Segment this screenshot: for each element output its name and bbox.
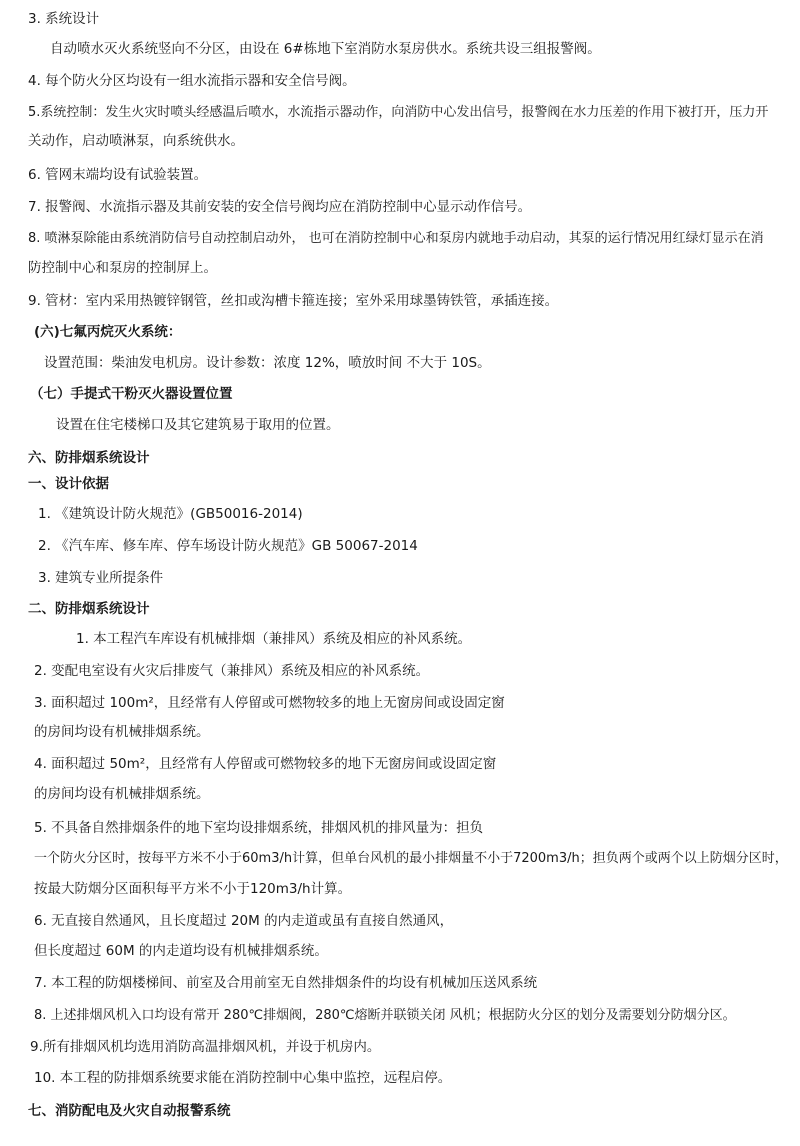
section-heading: 一、设计依据 bbox=[28, 476, 109, 492]
text-line: 4. 每个防火分区均设有一组水流指示器和安全信号阀。 bbox=[28, 73, 356, 89]
text-line: 的房间均设有机械排烟系统。 bbox=[34, 724, 210, 740]
section-heading: （七）手提式干粉灭火器设置位置 bbox=[30, 386, 233, 402]
section-heading: 七、消防配电及火灾自动报警系统 bbox=[28, 1103, 231, 1119]
text-line: 1. 《建筑设计防火规范》(GB50016-2014) bbox=[38, 506, 303, 522]
text-line: 关动作，启动喷淋泵，向系统供水。 bbox=[28, 133, 244, 149]
text-line: 6. 无直接自然通风，且长度超过 20M 的内走道或虽有直接自然通风， bbox=[34, 913, 454, 929]
text-line: 5. 不具备自然排烟条件的地下室均设排烟系统，排烟风机的排风量为：担负 bbox=[34, 820, 484, 836]
text-line: 3. 建筑专业所提条件 bbox=[38, 570, 164, 586]
text-line: 4. 面积超过 50m²，且经常有人停留或可燃物较多的地下无窗房间或设固定窗 bbox=[34, 756, 497, 772]
text-line: 5.系统控制：发生火灾时喷头经感温后喷水，水流指示器动作，向消防中心发出信号，报警阀在水力压差的作用下被打开，压力开 bbox=[28, 105, 769, 120]
text-line: 9.所有排烟风机均选用消防高温排烟风机，并设于机房内。 bbox=[30, 1039, 381, 1055]
section-heading: 二、防排烟系统设计 bbox=[28, 601, 150, 617]
text-line: 1. 本工程汽车库设有机械排烟（兼排风）系统及相应的补风系统。 bbox=[76, 631, 472, 647]
text-line: 防控制中心和泵房的控制屏上。 bbox=[28, 260, 217, 276]
text-line: 一个防火分区时，按每平方米不小于60m3/h计算，但单台风机的最小排烟量不小于7200m3/h；担负两个或两个以上防烟分区时， bbox=[34, 851, 788, 866]
text-line: 2. 变配电室设有火灾后排废气（兼排风）系统及相应的补风系统。 bbox=[34, 663, 430, 679]
text-line: 设置范围：柴油发电机房。设计参数：浓度 12%，喷放时间 不大于 10S。 bbox=[44, 355, 491, 371]
text-line: 设置在住宅楼梯口及其它建筑易于取用的位置。 bbox=[56, 417, 340, 433]
text-line: 2. 《汽车库、修车库、停车场设计防火规范》GB 50067-2014 bbox=[38, 538, 418, 554]
text-line: 6. 管网末端均设有试验装置。 bbox=[28, 167, 208, 183]
text-line: 3. 面积超过 100m²，且经常有人停留或可燃物较多的地上无窗房间或设固定窗 bbox=[34, 695, 505, 711]
text-line: 7. 报警阀、水流指示器及其前安装的安全信号阀均应在消防控制中心显示动作信号。 bbox=[28, 199, 532, 215]
text-line: 按最大防烟分区面积每平方米不小于120m3/h计算。 bbox=[34, 881, 352, 897]
text-line: 7. 本工程的防烟楼梯间、前室及合用前室无自然排烟条件的均设有机械加压送风系统 bbox=[34, 975, 538, 991]
text-line: 的房间均设有机械排烟系统。 bbox=[34, 786, 210, 802]
text-line: 3. 系统设计 bbox=[28, 11, 100, 27]
text-line: 9. 管材：室内采用热镀锌钢管，丝扣或沟槽卡箍连接；室外采用球墨铸铁管，承插连接。 bbox=[28, 293, 559, 309]
text-line: 8. 喷淋泵除能由系统消防信号自动控制启动外， 也可在消防控制中心和泵房内就地手动启动，其泵的运行情况用红绿灯显示在消 bbox=[28, 231, 764, 246]
section-heading: 六、防排烟系统设计 bbox=[28, 450, 150, 466]
text-line: 10. 本工程的防排烟系统要求能在消防控制中心集中监控，远程启停。 bbox=[34, 1070, 452, 1086]
text-line: 但长度超过 60M 的内走道均设有机械排烟系统。 bbox=[34, 943, 328, 959]
text-line: 8. 上述排烟风机入口均设有常开 280℃排烟阀，280℃熔断并联锁关闭 风机；根据防火分区的划分及需要划分防烟分区。 bbox=[34, 1008, 736, 1023]
text-line: 自动喷水灭火系统竖向不分区，由设在 6#栋地下室消防水泵房供水。系统共设三组报警阀。 bbox=[50, 41, 601, 57]
section-heading: (六)七氟丙烷灭火系统： bbox=[34, 324, 182, 340]
